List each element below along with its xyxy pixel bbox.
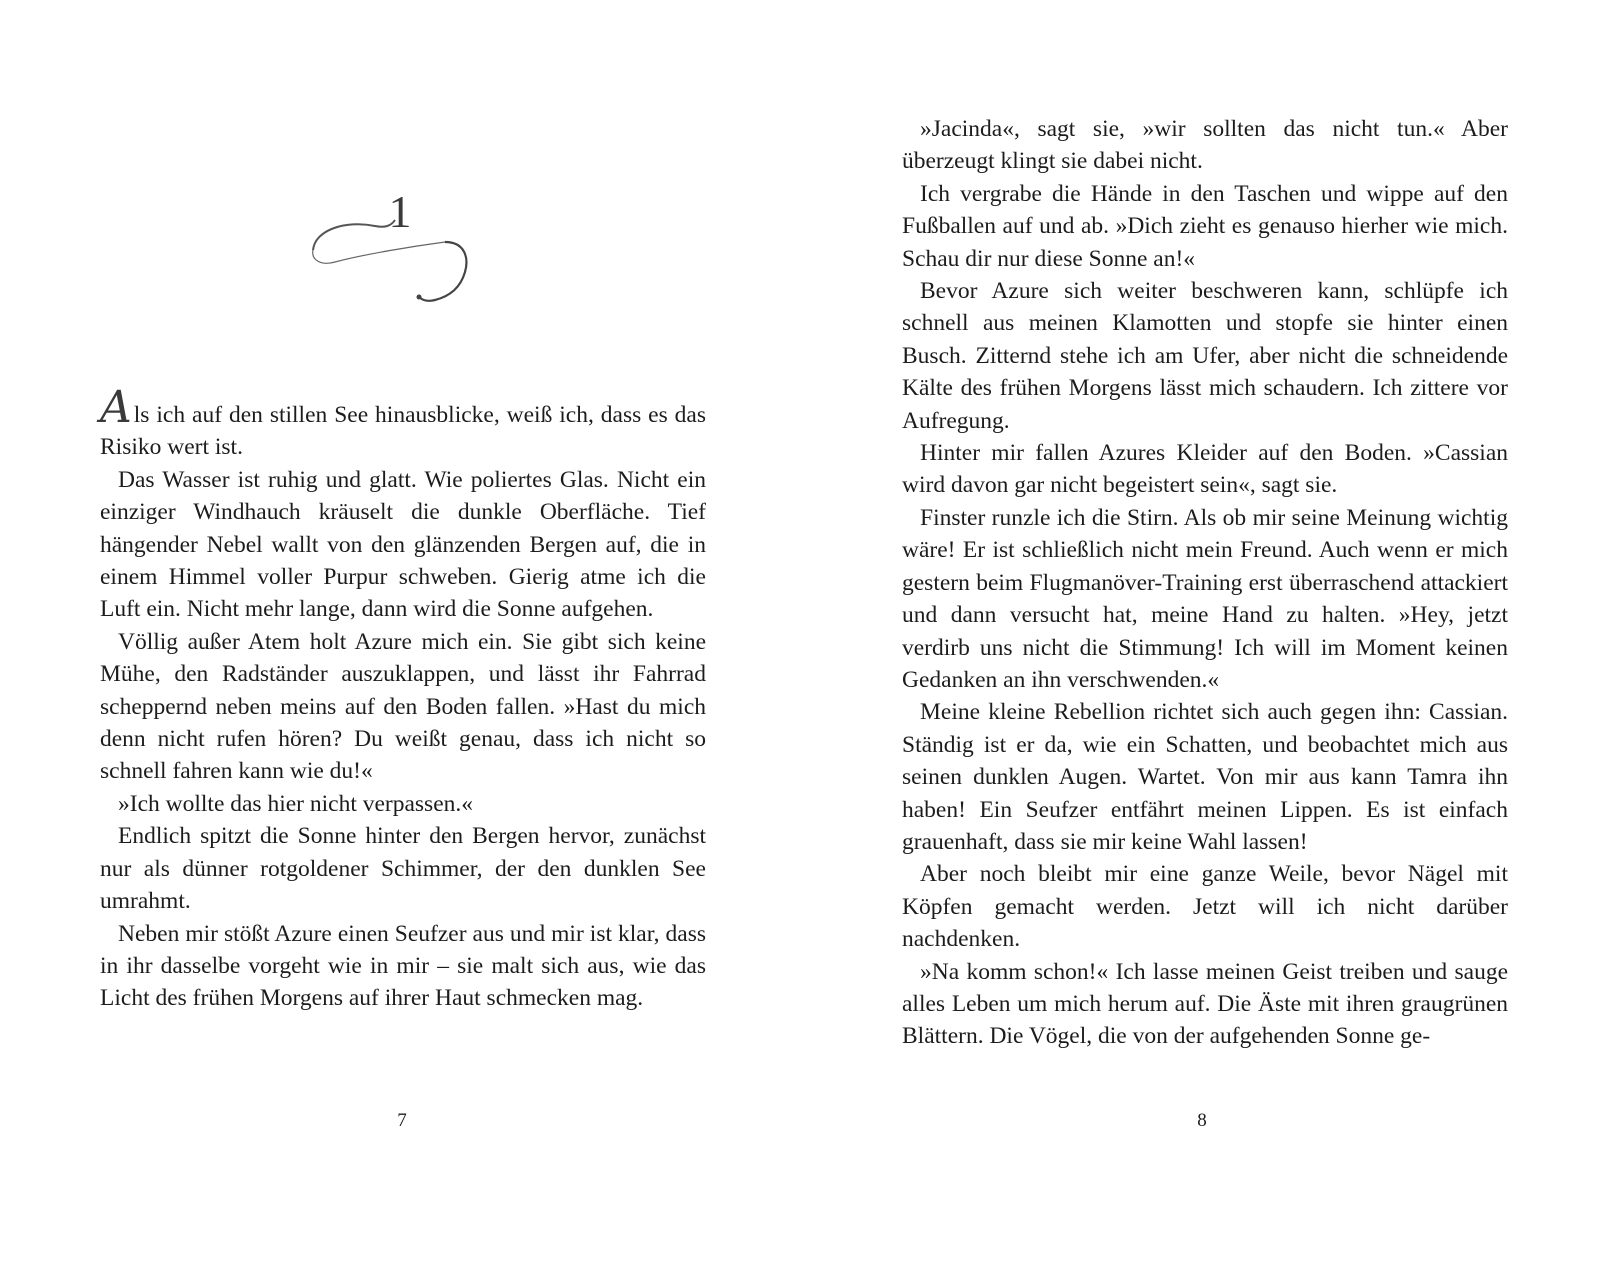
dropcap-initial: A	[100, 382, 132, 433]
page-number: 8	[1197, 1110, 1207, 1131]
paragraph: Hinter mir fallen Azures Kleider auf den Boden. »Cassian wird davon gar nicht begeistert sein«, sagt sie.	[902, 440, 1508, 499]
paragraph: »Ich wollte das hier nicht verpassen.«	[118, 790, 474, 817]
paragraph: Ich vergrabe die Hände in den Taschen und wippe auf den Fußballen auf und ab. »Dich zieht es genauso hierher wie mich. Schau dir nur diese Sonne an!«	[902, 180, 1508, 272]
paragraph: Finster runzle ich die Stirn. Als ob mir seine Meinung wichtig wäre! Er ist schließlich nicht mein Freund. Auch wenn er mich gestern beim Flugmanöver-Training erst überraschend attackiert und dann versucht hat, meine Hand zu halten. »Hey, jetzt verdirb uns nicht die Stimmung! Ich will im Moment keinen Gedanken an ihn verschwenden.«	[902, 504, 1508, 693]
paragraph: Bevor Azure sich weiter beschweren kann, schlüpfe ich schnell aus meinen Klamotten und stopfe sie hinter einen Busch. Zitternd stehe ich am Ufer, aber nicht die schneidende Kälte des frühen Morgens lässt mich schaudern. Ich zittere vor Aufregung.	[902, 278, 1508, 434]
right-page-body	[902, 113, 1508, 1053]
paragraph: »Na komm schon!« Ich lasse meinen Geist treiben und sauge alles Leben um mich herum auf. Die Äste mit ihren graugrünen Blättern. Die Vögel, die von der aufgehenden Sonne ge-	[902, 958, 1508, 1050]
chapter-ornament	[305, 180, 495, 315]
paragraph-text: ls ich auf den stillen See hinausblicke, weiß ich, dass es das Risiko wert ist.	[100, 402, 706, 461]
paragraph: Neben mir stößt Azure einen Seufzer aus und mir ist klar, dass in ihr dasselbe vorgeht wie in mir – sie malt sich aus, wie das Licht des frühen Morgens auf ihrer Haut schmecken mag.	[100, 920, 706, 1012]
paragraph: Endlich spitzt die Sonne hinter den Bergen hervor, zunächst nur als dünner rotgoldener Schimmer, der den dunklen See umrahmt.	[100, 823, 706, 915]
chapter-number: 1	[388, 186, 412, 237]
paragraph: Aber noch bleibt mir eine ganze Weile, bevor Nägel mit Köpfen gemacht werden. Jetzt will ich nicht darüber nachdenken.	[902, 861, 1508, 953]
paragraph: Das Wasser ist ruhig und glatt. Wie poliertes Glas. Nicht ein einziger Windhauch kräuselt die dunkle Oberfläche. Tief hängender Nebel wallt von den glänzenden Bergen auf, die in einem Himmel voller Purpur schweben. Gierig atme ich die Luft ein. Nicht mehr lange, dann wird die Sonne aufgehen.	[100, 466, 706, 623]
chapter-heading	[305, 180, 495, 315]
paragraph: Völlig außer Atem holt Azure mich ein. Sie gibt sich keine Mühe, den Radständer auszuklappen, und lässt ihr Fahrrad scheppernd neben meins auf den Boden fallen. »Hast du mich denn nicht rufen hören? Du weißt genau, dass ich nicht so schnell fahren kann wie du!«	[100, 628, 706, 785]
page-number: 7	[397, 1110, 407, 1131]
left-page-body	[100, 382, 706, 1015]
paragraph	[100, 382, 706, 464]
paragraph: »Jacinda«, sagt sie, »wir sollten das nicht tun.« Aber überzeugt klingt sie dabei nicht.	[902, 116, 1508, 175]
paragraph: Meine kleine Rebellion richtet sich auch gegen ihn: Cassian. Ständig ist er da, wie ein Schatten, und beobachtet mich aus seinen dunklen Augen. Wartet. Von mir aus kann Tamra ihn haben! Ein Seufzer entfährt meinen Lippen. Es ist einfach grauenhaft, dass sie mir keine Wahl lassen!	[902, 699, 1508, 855]
